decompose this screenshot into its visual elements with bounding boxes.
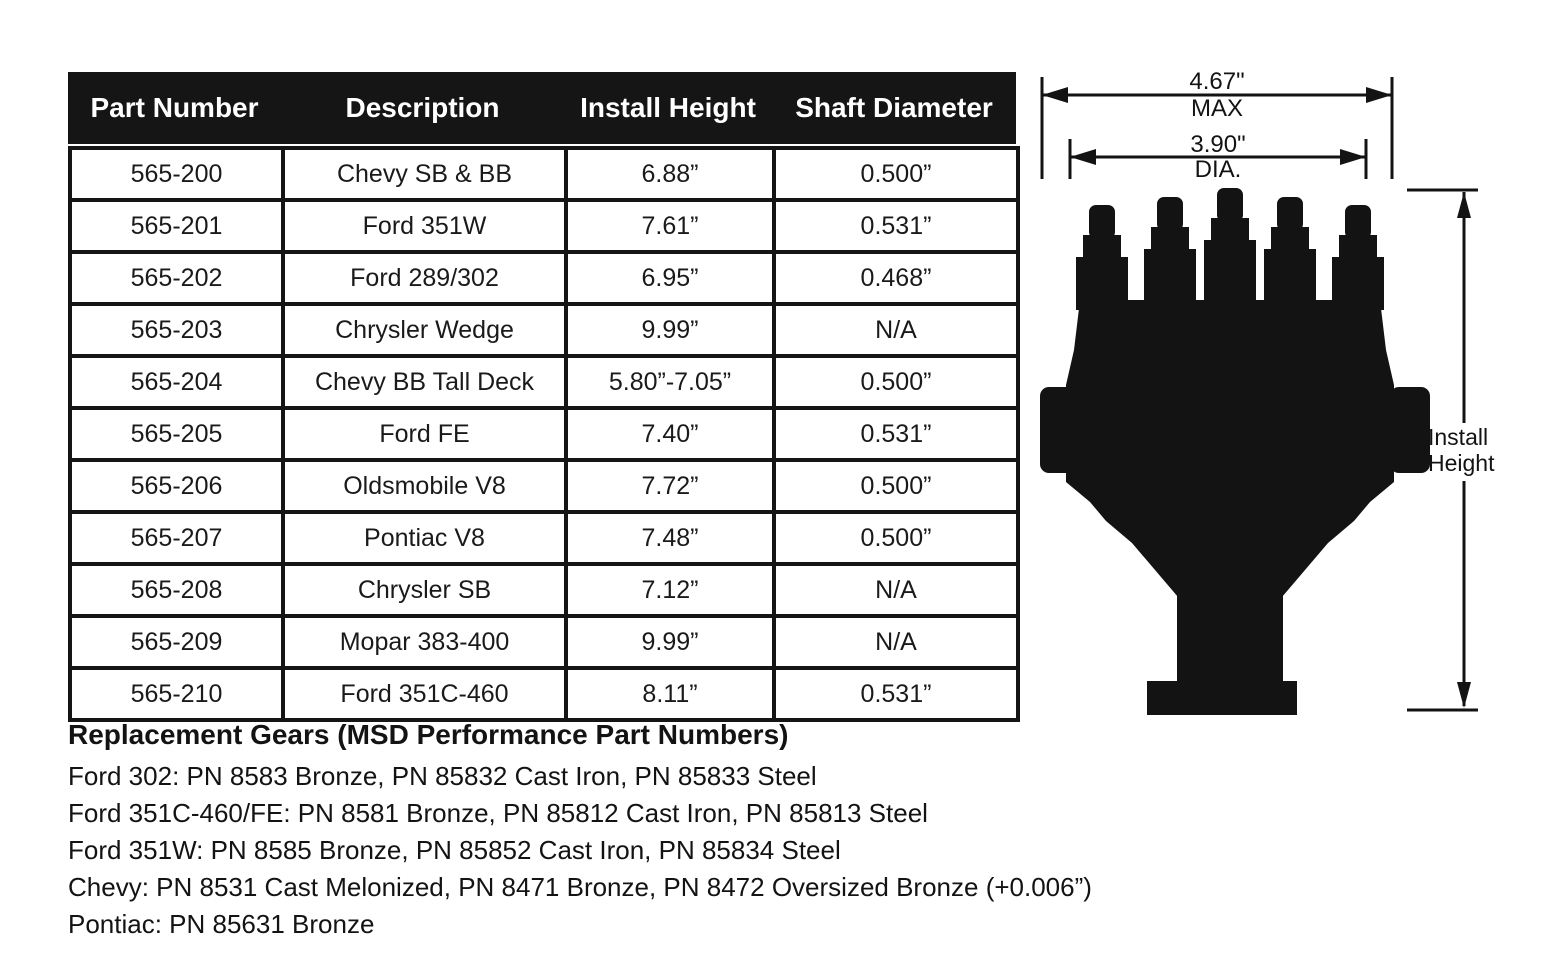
cell-install-height: 7.48” <box>566 512 774 564</box>
housing-taper <box>1106 521 1354 597</box>
note-line-pontiac: Pontiac: PN 85631 Bronze <box>68 909 375 939</box>
arrowhead-down-icon <box>1457 682 1471 708</box>
cell-part-number: 565-209 <box>70 616 283 668</box>
cell-install-height: 6.95” <box>566 252 774 304</box>
cell-description: Ford FE <box>283 408 566 460</box>
cell-install-height: 9.99” <box>566 304 774 356</box>
arrowhead-right-icon <box>1366 87 1392 103</box>
dim-width-max-value: 4.67" <box>1189 68 1245 95</box>
cell-shaft-diameter: 0.500” <box>774 356 1018 408</box>
table-header-row <box>68 72 1016 144</box>
cell-install-height: 7.61” <box>566 200 774 252</box>
cell-shaft-diameter: 0.531” <box>774 200 1018 252</box>
cell-shaft-diameter: 0.500” <box>774 148 1018 200</box>
note-line-chevy: Chevy: PN 8531 Cast Melonized, PN 8471 Bronze, PN 8472 Oversized Bronze (+0.006”) <box>68 872 1092 902</box>
cell-shaft-diameter: 0.468” <box>774 252 1018 304</box>
note-line-ford-302: Ford 302: PN 8583 Bronze, PN 85832 Cast Iron, PN 85833 Steel <box>68 761 817 791</box>
table-row <box>70 408 1018 460</box>
table-row <box>70 200 1018 252</box>
table-row <box>70 304 1018 356</box>
cell-install-height: 7.12” <box>566 564 774 616</box>
shaft <box>1177 595 1283 683</box>
dim-diameter-label: DIA. <box>1194 156 1242 183</box>
cell-part-number: 565-203 <box>70 304 283 356</box>
cell-shaft-diameter: 0.500” <box>774 512 1018 564</box>
header-install-height: Install Height <box>580 92 756 123</box>
header-shaft-diameter: Shaft Diameter <box>795 92 993 123</box>
distributor-spec-table <box>68 72 1016 722</box>
drive-gear <box>1147 681 1297 715</box>
table-row <box>70 148 1018 200</box>
arrowhead-right-icon <box>1340 149 1366 165</box>
cell-description: Chevy BB Tall Deck <box>283 356 566 408</box>
cell-shaft-diameter: 0.531” <box>774 668 1018 720</box>
cell-description: Ford 289/302 <box>283 252 566 304</box>
cell-install-height: 9.99” <box>566 616 774 668</box>
cell-shaft-diameter: N/A <box>774 304 1018 356</box>
cell-description: Pontiac V8 <box>283 512 566 564</box>
dim-diameter-value: 3.90" <box>1190 131 1246 158</box>
cell-shaft-diameter: 0.500” <box>774 460 1018 512</box>
install-height-label-line2: Height <box>1428 450 1495 476</box>
cell-part-number: 565-210 <box>70 668 283 720</box>
table-body <box>68 146 1020 722</box>
cell-part-number: 565-200 <box>70 148 283 200</box>
table-row <box>70 668 1018 720</box>
cell-shaft-diameter: 0.531” <box>774 408 1018 460</box>
note-line-ford-351w: Ford 351W: PN 8585 Bronze, PN 85852 Cast Iron, PN 85834 Steel <box>68 835 841 865</box>
arrowhead-left-icon <box>1042 87 1068 103</box>
table-row <box>70 356 1018 408</box>
cell-part-number: 565-205 <box>70 408 283 460</box>
dim-width-max-label: MAX <box>1190 95 1244 122</box>
dimension-diameter <box>1070 131 1366 183</box>
note-line-ford-351c: Ford 351C-460/FE: PN 8581 Bronze, PN 85812 Cast Iron, PN 85813 Steel <box>68 798 928 828</box>
cell-shaft-diameter: N/A <box>774 616 1018 668</box>
table-row <box>70 564 1018 616</box>
cell-description: Chrysler SB <box>283 564 566 616</box>
table-row <box>70 616 1018 668</box>
cell-shaft-diameter: N/A <box>774 564 1018 616</box>
cell-install-height: 8.11” <box>566 668 774 720</box>
holddown-tab-left <box>1040 387 1080 473</box>
cell-install-height: 5.80”-7.05” <box>566 356 774 408</box>
cell-description: Ford 351W <box>283 200 566 252</box>
cell-part-number: 565-208 <box>70 564 283 616</box>
arrowhead-up-icon <box>1457 192 1471 218</box>
cell-description: Oldsmobile V8 <box>283 460 566 512</box>
arrowhead-left-icon <box>1070 149 1096 165</box>
holddown-tab-right <box>1390 387 1430 473</box>
housing-shoulder <box>1066 475 1394 521</box>
cell-install-height: 6.88” <box>566 148 774 200</box>
distributor-silhouette <box>1040 188 1430 715</box>
install-height-label-line1: Install <box>1428 424 1489 450</box>
header-part-number: Part Number <box>90 92 259 123</box>
header-description: Description <box>345 92 500 123</box>
cell-install-height: 7.72” <box>566 460 774 512</box>
notes-title: Replacement Gears (MSD Performance Part Numbers) <box>68 719 789 750</box>
cap-terminal-towers <box>1076 188 1384 310</box>
cell-description: Chevy SB & BB <box>283 148 566 200</box>
cell-part-number: 565-206 <box>70 460 283 512</box>
cell-description: Chrysler Wedge <box>283 304 566 356</box>
distributor-dimension-diagram <box>1030 55 1500 725</box>
table-row <box>70 512 1018 564</box>
cell-part-number: 565-202 <box>70 252 283 304</box>
replacement-gears-notes <box>68 720 1198 943</box>
cell-part-number: 565-201 <box>70 200 283 252</box>
cell-install-height: 7.40” <box>566 408 774 460</box>
table-row <box>70 460 1018 512</box>
cell-description: Mopar 383-400 <box>283 616 566 668</box>
cell-description: Ford 351C-460 <box>283 668 566 720</box>
cell-part-number: 565-204 <box>70 356 283 408</box>
cell-part-number: 565-207 <box>70 512 283 564</box>
table-row <box>70 252 1018 304</box>
cap-body <box>1066 300 1394 475</box>
